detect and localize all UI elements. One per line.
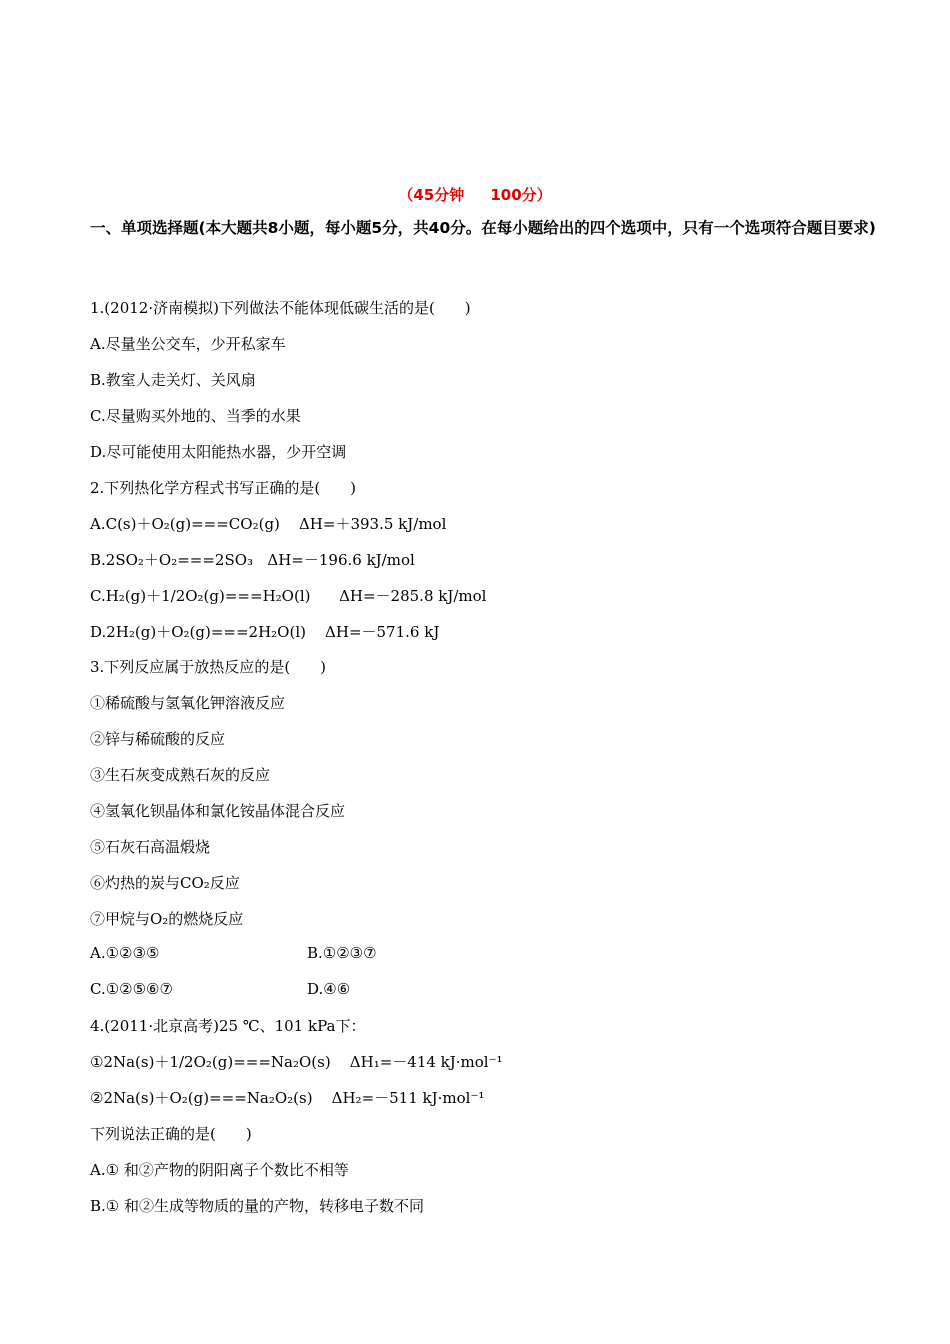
- q3-stem: 3.下列反应属于放热反应的是( ): [90, 658, 327, 676]
- q2-stem: 2.下列热化学方程式书写正确的是( ): [90, 479, 357, 497]
- q3-option-d: D.④⑥: [307, 980, 351, 998]
- q3-option-b: B.①②③⑦: [307, 944, 377, 962]
- q2-option-a: A.C(s)＋O₂(g)===CO₂(g) ΔH=＋393.5 kJ/mol: [90, 515, 447, 533]
- q2-option-b: B.2SO₂＋O₂===2SO₃ ΔH=－196.6 kJ/mol: [90, 551, 415, 569]
- q3-item: ⑦甲烷与O₂的燃烧反应: [90, 910, 244, 928]
- q3-item: ③生石灰变成熟石灰的反应: [90, 766, 271, 784]
- q3-item: ①稀硫酸与氢氧化钾溶液反应: [90, 694, 286, 712]
- q3-item: ④氢氧化钡晶体和氯化铵晶体混合反应: [90, 802, 346, 820]
- q3-option-c: C.①②⑤⑥⑦: [90, 980, 173, 998]
- q1-option-b: B.教室人走关灯、关风扇: [90, 371, 256, 389]
- q2-option-c: C.H₂(g)＋1/2O₂(g)===H₂O(l) ΔH=－285.8 kJ/mol: [90, 587, 487, 605]
- q4-equation-2: ②2Na(s)＋O₂(g)===Na₂O₂(s) ΔH₂=－511 kJ·mol⁻¹: [90, 1089, 485, 1107]
- q1-option-d: D.尽可能使用太阳能热水器，少开空调: [90, 443, 347, 461]
- q3-item: ⑤石灰石高温煅烧: [90, 838, 211, 856]
- q1-stem: 1.(2012·济南模拟)下列做法不能体现低碳生活的是( ): [90, 299, 471, 317]
- q3-item: ②锌与稀硫酸的反应: [90, 730, 226, 748]
- q4-option-b: B.① 和②生成等物质的量的产物，转移电子数不同: [90, 1197, 425, 1215]
- q4-option-a: A.① 和②产物的阴阳离子个数比不相等: [90, 1161, 349, 1179]
- q4-equation-1: ①2Na(s)＋1/2O₂(g)===Na₂O(s) ΔH₁=－414 kJ·mol⁻¹: [90, 1053, 503, 1071]
- q1-option-c: C.尽量购买外地的、当季的水果: [90, 407, 301, 425]
- q3-item: ⑥灼热的炭与CO₂反应: [90, 874, 240, 892]
- q3-option-a: A.①②③⑤: [90, 944, 160, 962]
- time-score-header: （45分钟 100分）: [398, 186, 552, 204]
- section-title: 一、单项选择题(本大题共8小题，每小题5分，共40分。在每小题给出的四个选项中，只有一个选项符合题目要求): [90, 219, 876, 237]
- q4-stem: 4.(2011·北京高考)25 ℃、101 kPa下：: [90, 1017, 366, 1035]
- q1-option-a: A.尽量坐公交车，少开私家车: [90, 335, 286, 353]
- q4-question: 下列说法正确的是( ): [90, 1125, 252, 1143]
- q2-option-d: D.2H₂(g)＋O₂(g)===2H₂O(l) ΔH=－571.6 kJ: [90, 623, 440, 641]
